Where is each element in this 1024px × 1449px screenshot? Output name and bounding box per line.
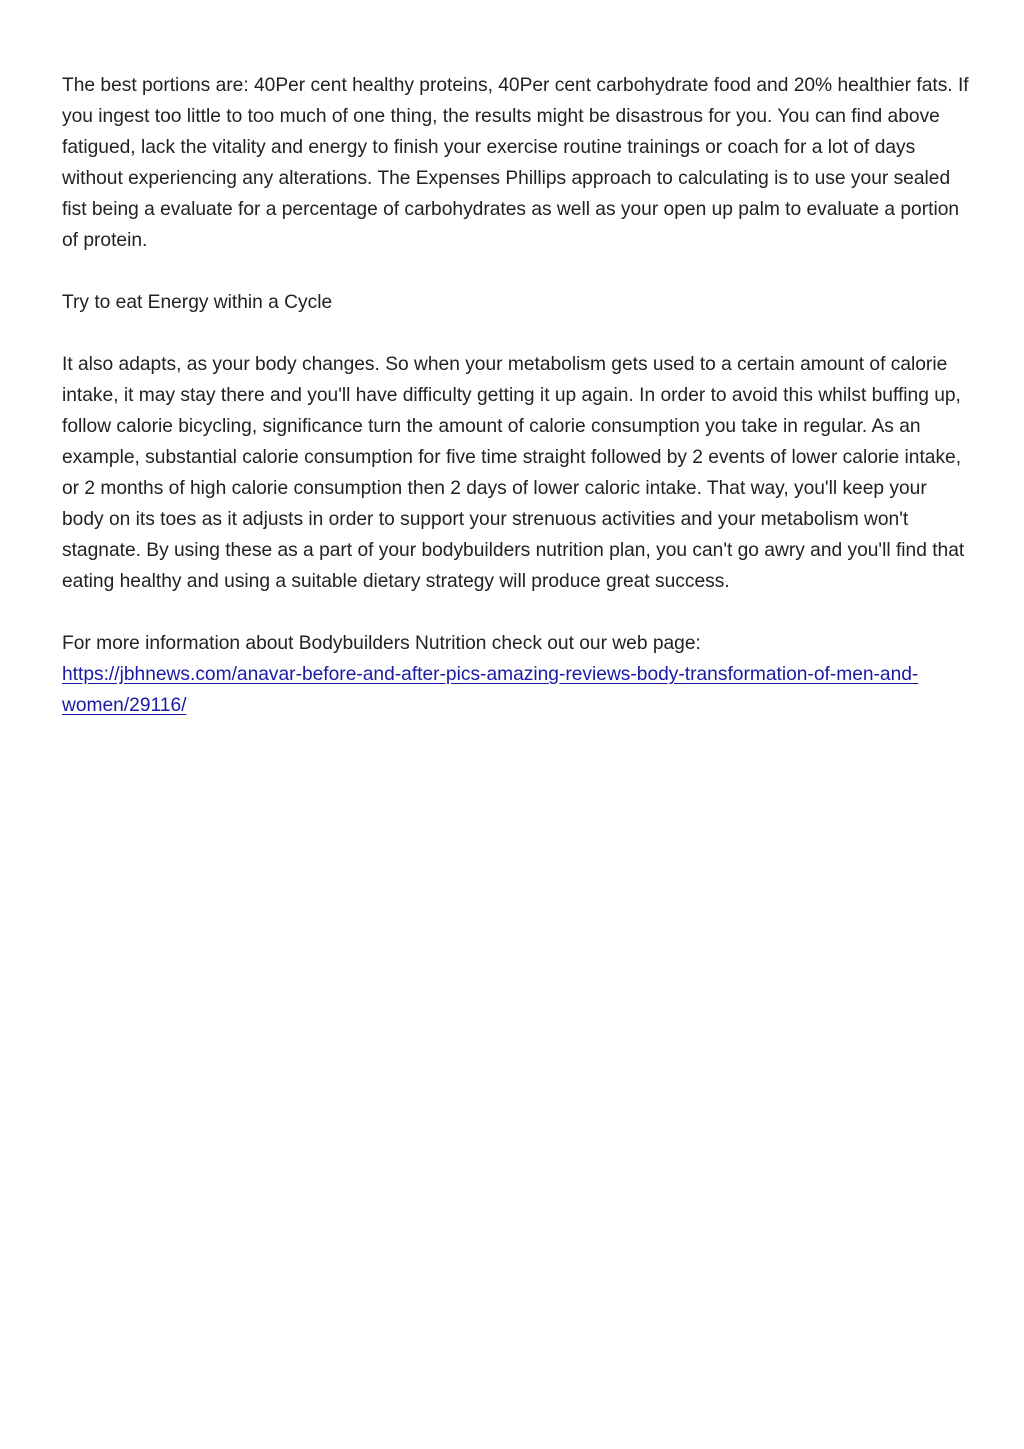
web-page-link[interactable]: https://jbhnews.com/anavar-before-and-after-pics-amazing-reviews-body-transformation-of-men-and-women/29116/	[62, 664, 919, 716]
paragraph-heading-energy-cycle: Try to eat Energy within a Cycle	[62, 292, 333, 313]
paragraph-portions: The best portions are: 40Per cent healthy proteins, 40Per cent carbohydrate food and 20% healthier fats. If you ingest too little to too much of one thing, the results might be disastrous for you. You can find above fatigued, lack the vitality and energy to finish your exercise routine trainings or coach for a lot of days without experiencing any alterations. The Expenses Phillips approach to calculating is to use your sealed fist being a evaluate for a percentage of carbohydrates as well as your open up palm to evaluate a portion of protein.	[62, 75, 969, 251]
more-info-text: For more information about Bodybuilders Nutrition check out our web page:	[62, 633, 701, 654]
paragraph-metabolism: It also adapts, as your body changes. So when your metabolism gets used to a certain amount of calorie intake, it may stay there and you'll have difficulty getting it up again. In order to avoid this whilst buffing up, follow calorie bicycling, significance turn the amount of calorie consumption you take in regular. As an example, substantial calorie consumption for five time straight followed by 2 events of lower calorie intake, or 2 months of high calorie consumption then 2 days of lower caloric intake. That way, you'll keep your body on its toes as it adjusts in order to support your strenuous activities and your metabolism won't stagnate. By using these as a part of your bodybuilders nutrition plan, you can't go awry and you'll find that eating healthy and using a suitable dietary strategy will produce great success.	[62, 354, 965, 592]
paragraph-more-info	[62, 628, 972, 721]
document-page	[62, 70, 972, 752]
